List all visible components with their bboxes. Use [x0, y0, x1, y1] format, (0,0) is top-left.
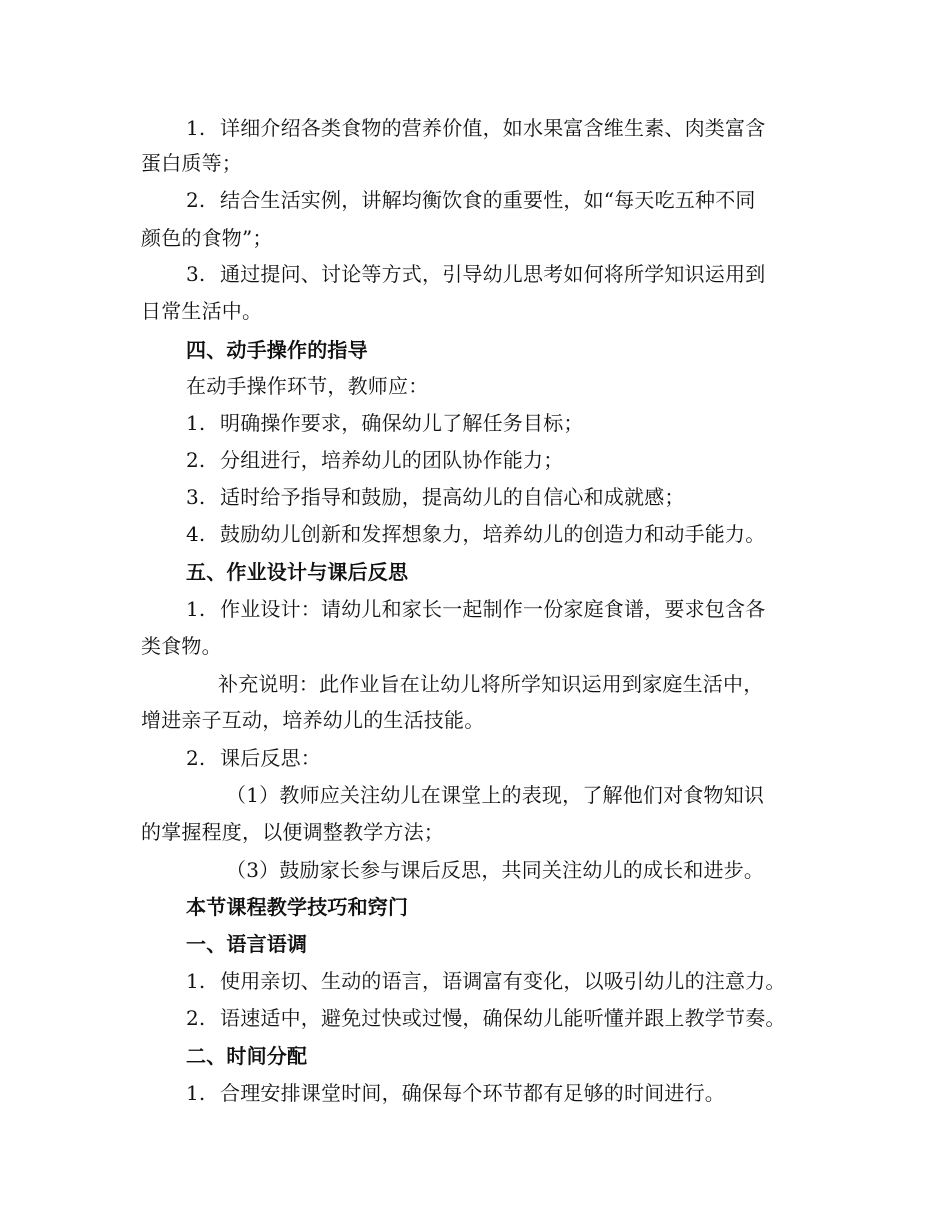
list-item — [186, 967, 786, 995]
list-item — [186, 186, 756, 214]
section-heading: 二、时间分配 — [186, 1044, 308, 1068]
paragraph-text: 合理安排课堂时间，确保每个环节都有足够的时间进行。 — [220, 1081, 725, 1105]
list-item — [186, 520, 765, 548]
paragraph-text: 通过提问、讨论等方式，引导幼儿思考如何将所学知识运用到 — [220, 262, 766, 286]
paragraph-text: 详细介绍各类食物的营养价值，如水果富含维生素、肉类富含 — [220, 116, 766, 140]
list-number: 3. — [186, 262, 206, 286]
paragraph-text: 结合生活实例，讲解均衡饮食的重要性，如“每天吃五种不同 — [220, 188, 756, 212]
paragraph-text: 类食物。 — [141, 634, 222, 658]
paragraph-text: 作业设计：请幼儿和家长一起制作一份家庭食谱，要求包含各 — [220, 597, 766, 621]
paragraph-text: 分组进行，培养幼儿的团队协作能力； — [220, 448, 564, 472]
list-number: 2. — [186, 188, 206, 212]
paragraph-continuation: 增进亲子互动，培养幼儿的生活技能。 — [141, 708, 485, 732]
list-item — [186, 595, 765, 623]
list-number: 2. — [186, 746, 206, 770]
section-heading: 四、动手操作的指导 — [186, 338, 368, 362]
paragraph-continuation — [141, 149, 242, 177]
paragraph-text: 鼓励幼儿创新和发挥想象力，培养幼儿的创造力和动手能力。 — [220, 522, 766, 546]
paragraph-continuation — [141, 224, 273, 252]
list-item — [186, 1004, 786, 1032]
paragraph-text: 课后反思： — [220, 746, 321, 770]
list-number: 2. — [186, 1006, 206, 1030]
list-number: 1. — [186, 597, 206, 621]
list-number: 1. — [186, 1081, 206, 1105]
list-item — [186, 260, 765, 288]
paragraph-continuation — [141, 297, 262, 325]
paragraph-continuation — [141, 632, 222, 660]
sub-list-item: （1）教师应关注幼儿在课堂上的表现，了解他们对食物知识 — [226, 783, 765, 807]
list-number: 4. — [186, 522, 206, 546]
list-item — [186, 114, 765, 142]
paragraph-text: 使用亲切、生动的语言，语调富有变化，以吸引幼儿的注意力。 — [220, 969, 786, 993]
list-number: 1. — [186, 969, 206, 993]
section-heading: 一、语言语调 — [186, 932, 308, 956]
supplementary-note: 补充说明：此作业旨在让幼儿将所学知识运用到家庭生活中， — [218, 672, 764, 696]
list-item — [186, 1079, 725, 1107]
paragraph-text: 明确操作要求，确保幼儿了解任务目标； — [220, 411, 584, 435]
list-item — [186, 744, 321, 772]
list-number: 2. — [186, 448, 206, 472]
paragraph-text: 适时给予指导和鼓励，提高幼儿的自信心和成就感； — [220, 485, 685, 509]
list-number: 1. — [186, 411, 206, 435]
paragraph-text: 颜色的食物”； — [141, 226, 273, 250]
list-item — [186, 446, 563, 474]
section-heading: 本节课程教学技巧和窍门 — [186, 895, 409, 919]
list-item — [186, 409, 584, 437]
section-heading: 五、作业设计与课后反思 — [186, 560, 409, 584]
paragraph-text: 语速适中，避免过快或过慢，确保幼儿能听懂并跟上教学节奏。 — [220, 1006, 786, 1030]
paragraph-text: 日常生活中。 — [141, 299, 263, 323]
sub-list-item: （3）鼓励家长参与课后反思，共同关注幼儿的成长和进步。 — [226, 858, 765, 882]
paragraph-continuation: 的掌握程度，以便调整教学方法； — [141, 820, 444, 844]
list-item — [186, 483, 685, 511]
paragraph: 在动手操作环节，教师应： — [186, 374, 429, 398]
list-number: 3. — [186, 485, 206, 509]
list-number: 1. — [186, 116, 206, 140]
paragraph-text: 蛋白质等； — [141, 151, 242, 175]
